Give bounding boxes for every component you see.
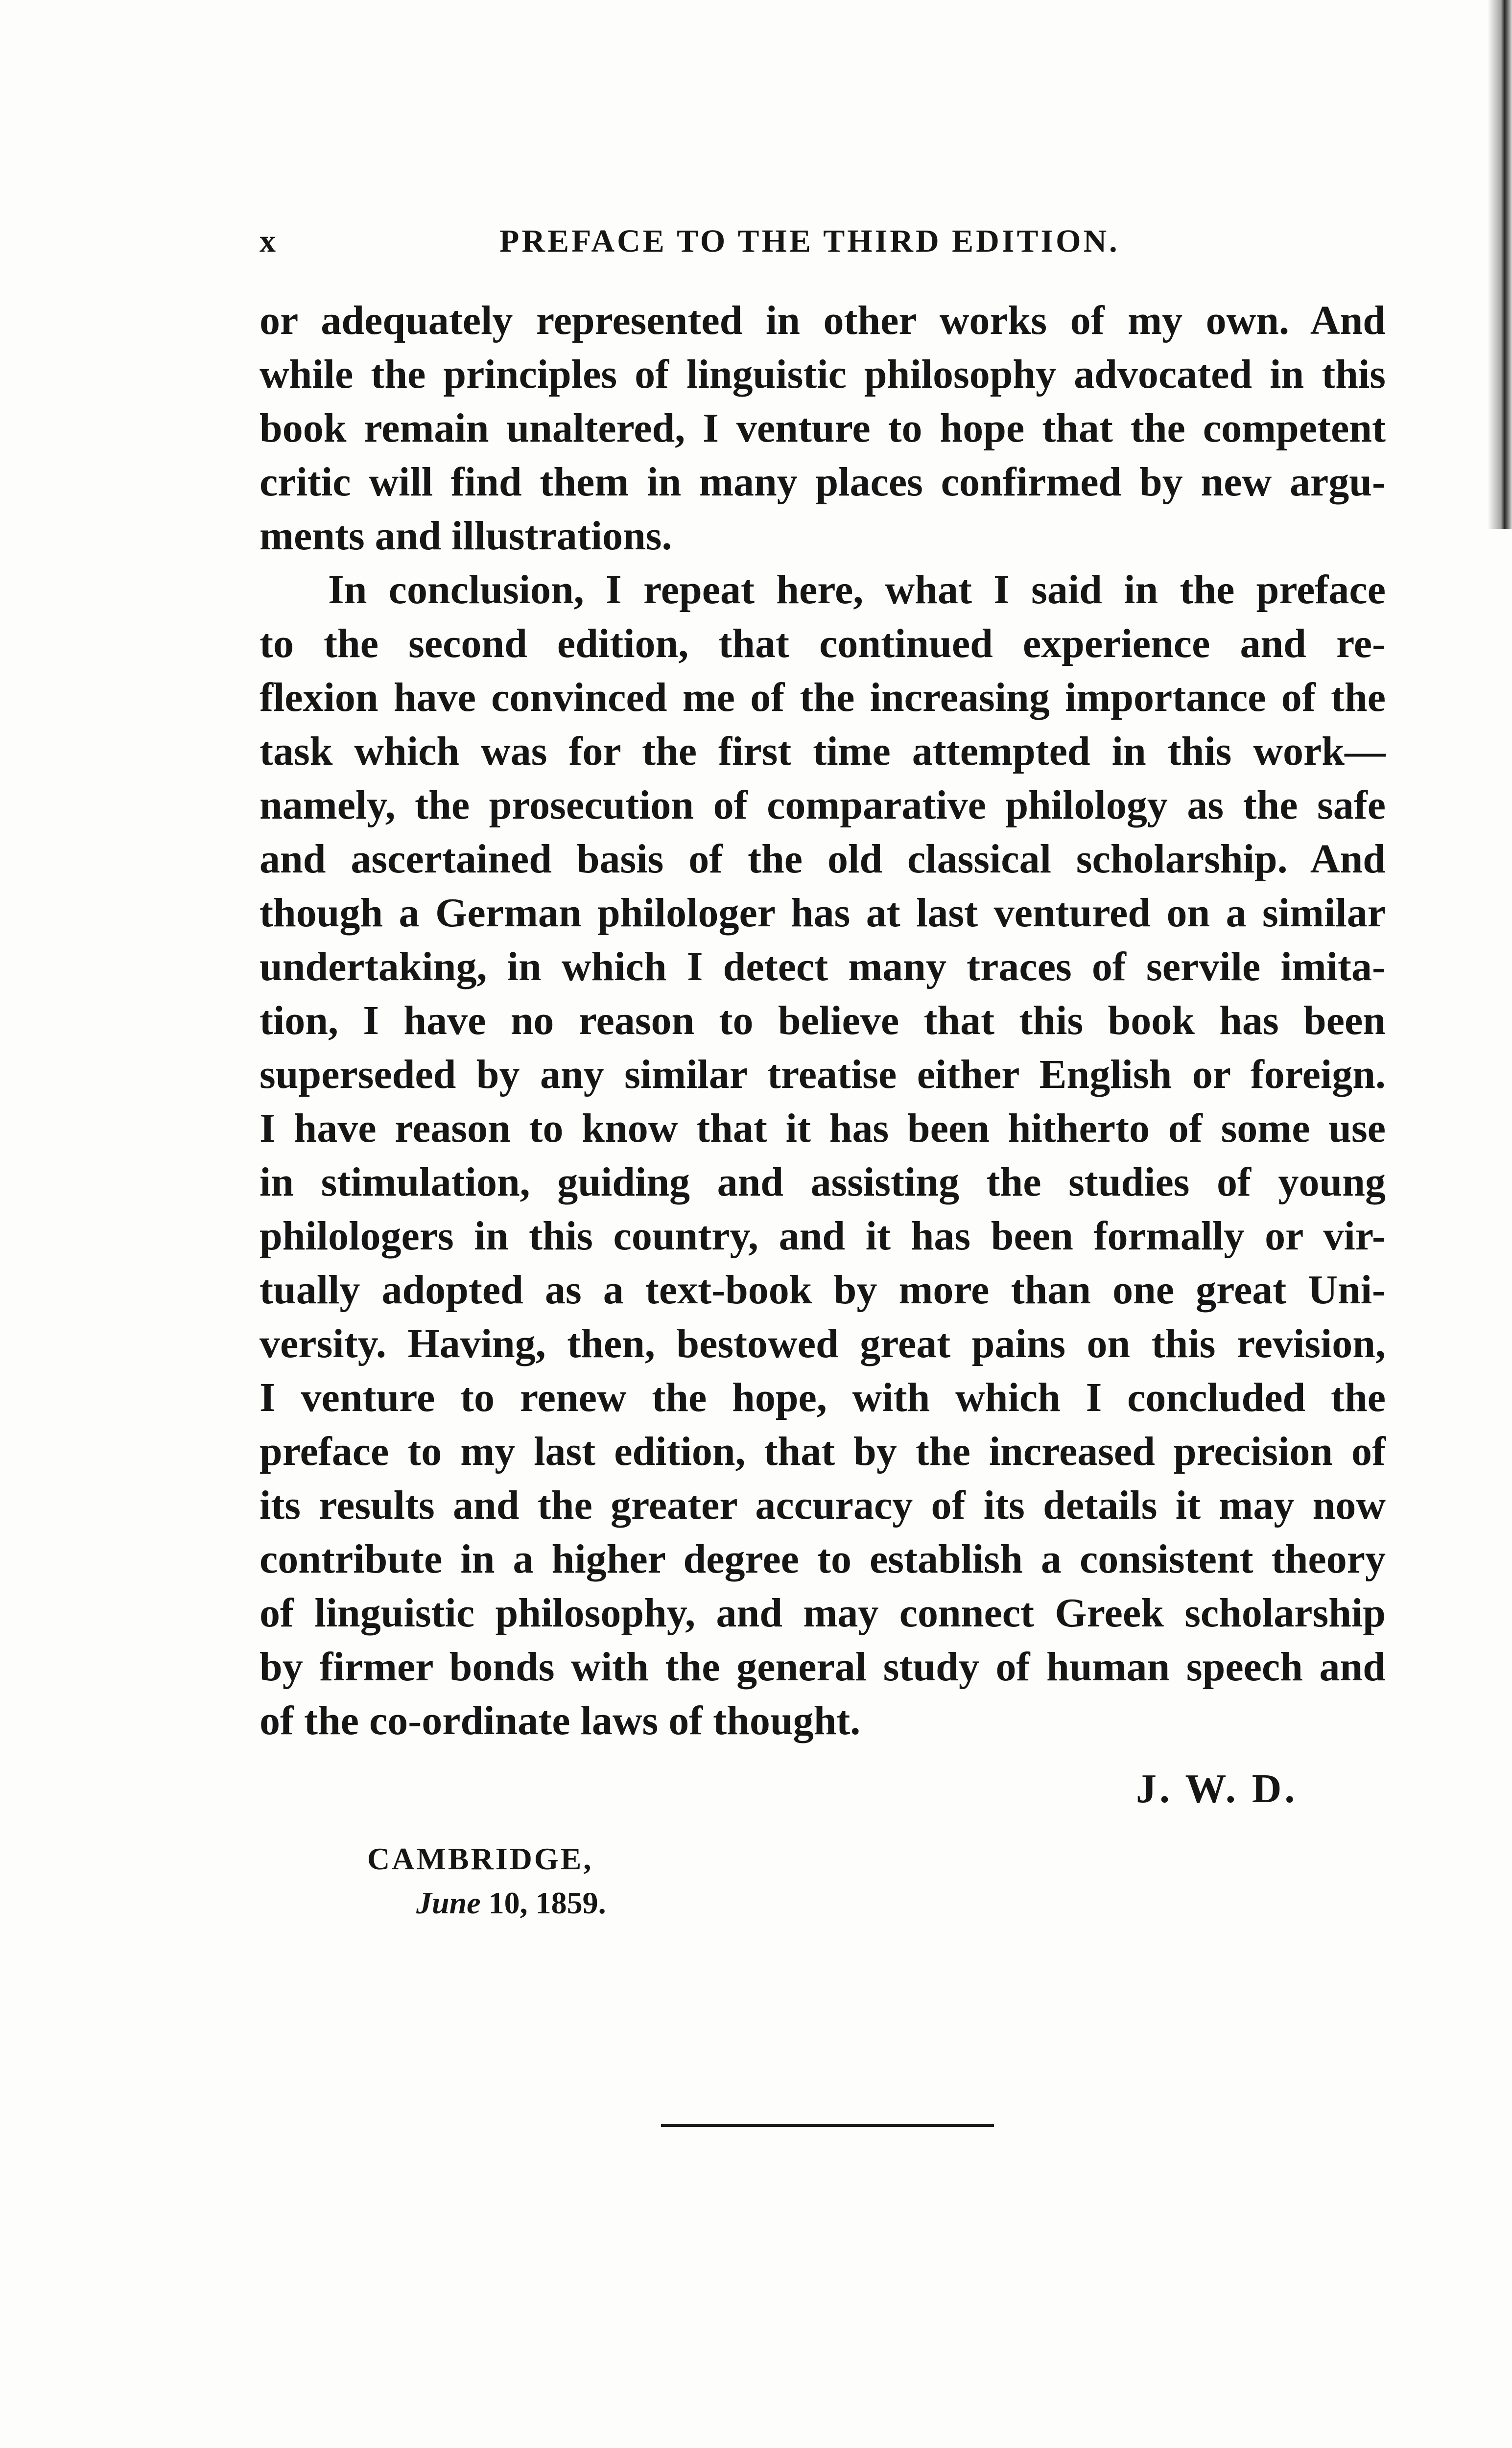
text-line: ments and illustrations. <box>260 513 672 559</box>
text-line: its results and the greater accuracy of its details it may now <box>260 1483 1386 1528</box>
place-line: CAMBRIDGE, <box>367 1841 593 1876</box>
page-edge-shadow <box>1488 0 1512 529</box>
text-line: in stimulation, guiding and assisting the studies of young <box>260 1159 1386 1205</box>
text-line: while the principles of linguistic philosophy advocated in this <box>260 352 1386 397</box>
text-line: I venture to renew the hope, with which I concluded the <box>260 1375 1386 1420</box>
text-line: of linguistic philosophy, and may connect Greek scholarship <box>260 1590 1386 1636</box>
text-line: undertaking, in which I detect many traces of servile imita- <box>260 944 1386 989</box>
text-line: versity. Having, then, bestowed great pains on this revision, <box>260 1321 1386 1366</box>
text-line: book remain unaltered, I venture to hope that the competent <box>260 405 1386 451</box>
text-line: critic will find them in many places confirmed by new argu- <box>260 459 1386 505</box>
author-initials: J. W. D. <box>1136 1766 1298 1812</box>
text-line: task which was for the first time attempted in this work— <box>260 729 1386 774</box>
text-line: tually adopted as a text-book by more than one great Uni- <box>260 1267 1386 1313</box>
text-line: preface to my last edition, that by the increased precision of <box>260 1429 1386 1474</box>
date-line <box>416 1885 606 1921</box>
date-day-year: 10, 1859. <box>488 1885 606 1920</box>
page-number: x <box>260 223 278 259</box>
text-line: superseded by any similar treatise either English or foreign. <box>260 1052 1386 1097</box>
text-line: though a German philologer has at last ventured on a similar <box>260 890 1386 936</box>
text-line: philologers in this country, and it has been formally or vir- <box>260 1213 1386 1259</box>
text-line: or adequately represented in other works of my own. And <box>260 298 1386 343</box>
date-month: June <box>416 1885 481 1920</box>
text-line: and ascertained basis of the old classical scholarship. And <box>260 836 1386 882</box>
text-line: I have reason to know that it has been hitherto of some use <box>260 1106 1386 1151</box>
running-title: PREFACE TO THE THIRD EDITION. <box>499 223 1120 259</box>
text-line: of the co-ordinate laws of thought. <box>260 1698 861 1743</box>
running-header <box>260 223 1391 277</box>
text-line: In conclusion, I repeat here, what I said in the preface <box>328 567 1386 612</box>
text-line: flexion have convinced me of the increasing importance of the <box>260 675 1386 720</box>
text-line: contribute in a higher degree to establish a consistent theory <box>260 1536 1386 1582</box>
text-line: to the second edition, that continued experience and re- <box>260 621 1386 666</box>
text-line: tion, I have no reason to believe that this book has been <box>260 998 1386 1043</box>
closing-rule <box>661 2124 994 2127</box>
preface-body <box>260 294 1386 1748</box>
text-line: namely, the prosecution of comparative philology as the safe <box>260 782 1386 828</box>
text-line: by firmer bonds with the general study of human speech and <box>260 1644 1386 1690</box>
